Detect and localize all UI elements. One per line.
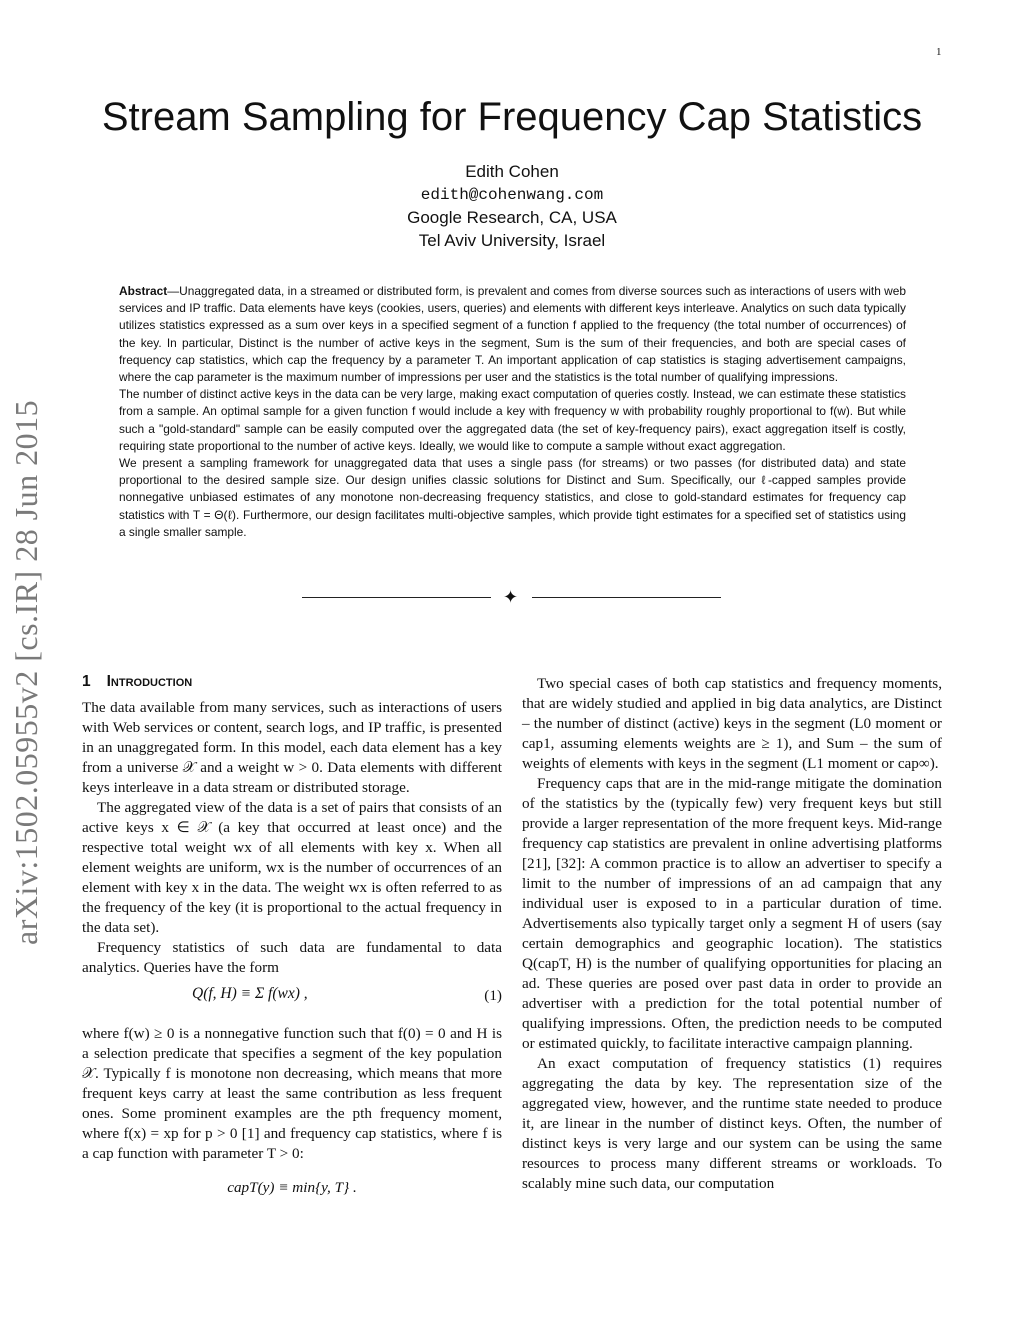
- separator-rule-left: [302, 597, 491, 598]
- section-number: 1: [82, 673, 91, 690]
- abstract-paragraph-3: We present a sampling framework for unaggregated data that uses a single pass (for streams) or two passes (for distributed data) and state proportional to the desired sample size. Our design unifies classic solutions for Distinct and Sum. Specifically, our ℓ-capped samples provide nonnegative unbiased estimates of any monotone non-decreasing frequency statistics, and close to gold-standard estimates for frequency cap statistics with T = Θ(ℓ). Furthermore, our design facilitates multi-objective samples, which provide tight estimates for a specified set of statistics using a single smaller sample.: [119, 456, 906, 539]
- abstract-label: Abstract: [119, 284, 168, 298]
- section-heading: [82, 672, 502, 692]
- equation-2: capT(y) ≡ min{y, T} .: [227, 1179, 357, 1196]
- paper-title: Stream Sampling for Frequency Cap Statistics: [101, 95, 923, 139]
- intro-paragraph-5: Two special cases of both cap statistics and frequency moments, that are widely studied and applied in big data analytics, are Distinct – the number of distinct (active) keys in the segment (L0 moment or cap1, assuming elements weights are ≥ 1), and Sum – the sum of weights of elements with keys in the segment (L1 moment or cap∞).: [522, 675, 942, 772]
- author-email: edith@cohenwang.com: [420, 186, 604, 204]
- left-column: [82, 672, 502, 1198]
- intro-paragraph-1: The data available from many services, such as interactions of users with Web services or content, search logs, and IP traffic, is presented in an unaggregated form. In this model, each data element has a key from a universe 𝒳 and a weight w > 0. Data elements with different keys interleave in a data stream or distributed storage.: [82, 699, 502, 796]
- section-title: [107, 673, 193, 690]
- author-affiliation-1: Google Research, CA, USA: [407, 208, 617, 227]
- page-number: 1: [936, 46, 942, 58]
- abstract-paragraph-1: Abstract—Unaggregated data, in a streamed or distributed form, is prevalent and comes from diverse sources such as interactions of users with web services and IP traffic. Data elements have keys (cookies, users, queries) and elements with different keys interleave. Analytics on such data typically utilizes statistics expressed as a sum over keys in a specified segment of a function f applied to the frequency (the total number of occurrences) of the key. In particular, Distinct is the number of active keys in the segment, Sum is the sum of their frequencies, and both are special cases of frequency cap statistics, which cap the frequency by a parameter T. An important application of cap statistics is staging advertisement campaigns, where the cap parameter is the maximum number of impressions per user and the statistics is the total number of qualifying impressions.: [119, 284, 906, 385]
- arxiv-stamp: arXiv:1502.05955v2 [cs.IR] 28 Jun 2015: [8, 399, 44, 945]
- intro-paragraph-3: Frequency statistics of such data are fundamental to data analytics. Queries have the form: [82, 939, 502, 976]
- separator-star-icon: ✦: [503, 587, 519, 607]
- intro-paragraph-7: An exact computation of frequency statistics (1) requires aggregating the data by key. The representation size of the aggregated view, however, and the runtime state needed to produce it, are linear in the number of distinct keys. Often, the number of distinct keys is very large and our system can be using the same resources to process many different streams or workloads. To scalably mine such data, our computation: [522, 1055, 942, 1192]
- equation-1: [82, 978, 502, 1024]
- abstract-paragraph-2: The number of distinct active keys in the data can be very large, making exact computation of queries costly. Instead, we can estimate these statistics from a sample. An optimal sample for a given function f would include a key with frequency w with probability roughly proportional to f(w). But while such a "gold-standard" sample can be easily computed over the aggregated data (the set of key-frequency pairs), exact aggregation itself is costly, requiring state proportional to the number of active keys. Ideally, we would like to compute a sample without exact aggregation.: [119, 387, 906, 453]
- author-name: Edith Cohen: [465, 162, 559, 181]
- abstract-p1-text: Unaggregated data, in a streamed or distributed form, is prevalent and comes from diverse sources such as interactions of users with web services and IP traffic. Data elements have keys (cookies, users, queries) and elements with different keys interleave. Analytics on such data typically utilizes statistics expressed as a sum over keys in a specified segment of a function f applied to the frequency (the total number of occurrences) of the key. In particular, Distinct is the number of active keys in the segment, Sum is the sum of their frequencies, and both are special cases of frequency cap statistics, which cap the frequency by a parameter T. An important application of cap statistics is staging advertisement campaigns, where the cap parameter is the maximum number of impressions per user and the statistics is the total number of qualifying impressions.: [119, 284, 906, 385]
- right-column: [522, 674, 942, 1194]
- equation-1-body: Q(f, H) ≡ Σ f(wx) ,: [192, 985, 308, 1002]
- section-title-text: Introduction: [106, 673, 193, 690]
- separator-rule-right: [532, 597, 721, 598]
- intro-paragraph-2: The aggregated view of the data is a set of pairs that consists of an active keys x ∈ 𝒳 (a key that occurred at least once) and the respective total weight wx of all elements with key x. When all element weights are uniform, wx is the number of occurrences of an element with key x in the data. The weight wx is often referred to as the frequency of the key (it is proportional to the actual frequency in the data set).: [82, 799, 502, 936]
- author-affiliation-2: Tel Aviv University, Israel: [418, 231, 606, 250]
- intro-paragraph-4: where f(w) ≥ 0 is a nonnegative function such that f(0) = 0 and H is a selection predicate that specifies a segment of the key population 𝒳. Typically f is monotone non decreasing, which means that more frequent keys carry at least the same contribution as less frequent ones. Some prominent examples are the pth frequency moment, where f(x) = xp for p > 0 [1] and frequency cap statistics, where f is a cap function with parameter T > 0:: [82, 1025, 502, 1162]
- abstract: [119, 283, 906, 541]
- intro-paragraph-6: Frequency caps that are in the mid-range mitigate the domination of the statistics by the (typically few) very frequent keys but still provide a larger representation of the more frequent keys. Mid-range frequency cap statistics are prevalent in online advertising platforms [21], [32]: A common practice is to allow an advertiser to specify a limit to the number of impressions of an ad campaign that any individual user is exposed to in a particular duration of time. Advertisements also typically target only a segment H of users (say certain demographics and geographic location). The statistics Q(capT, H) is the number of qualifying opportunities for placing an ad. These queries are posed over past data in order to provide an advertiser with a prediction for the total potential number of qualifying impressions. Often, the prediction needs to be computed or estimated quickly, to facilitate interactive campaign planning.: [522, 775, 942, 1052]
- equation-1-number: (1): [484, 987, 502, 1004]
